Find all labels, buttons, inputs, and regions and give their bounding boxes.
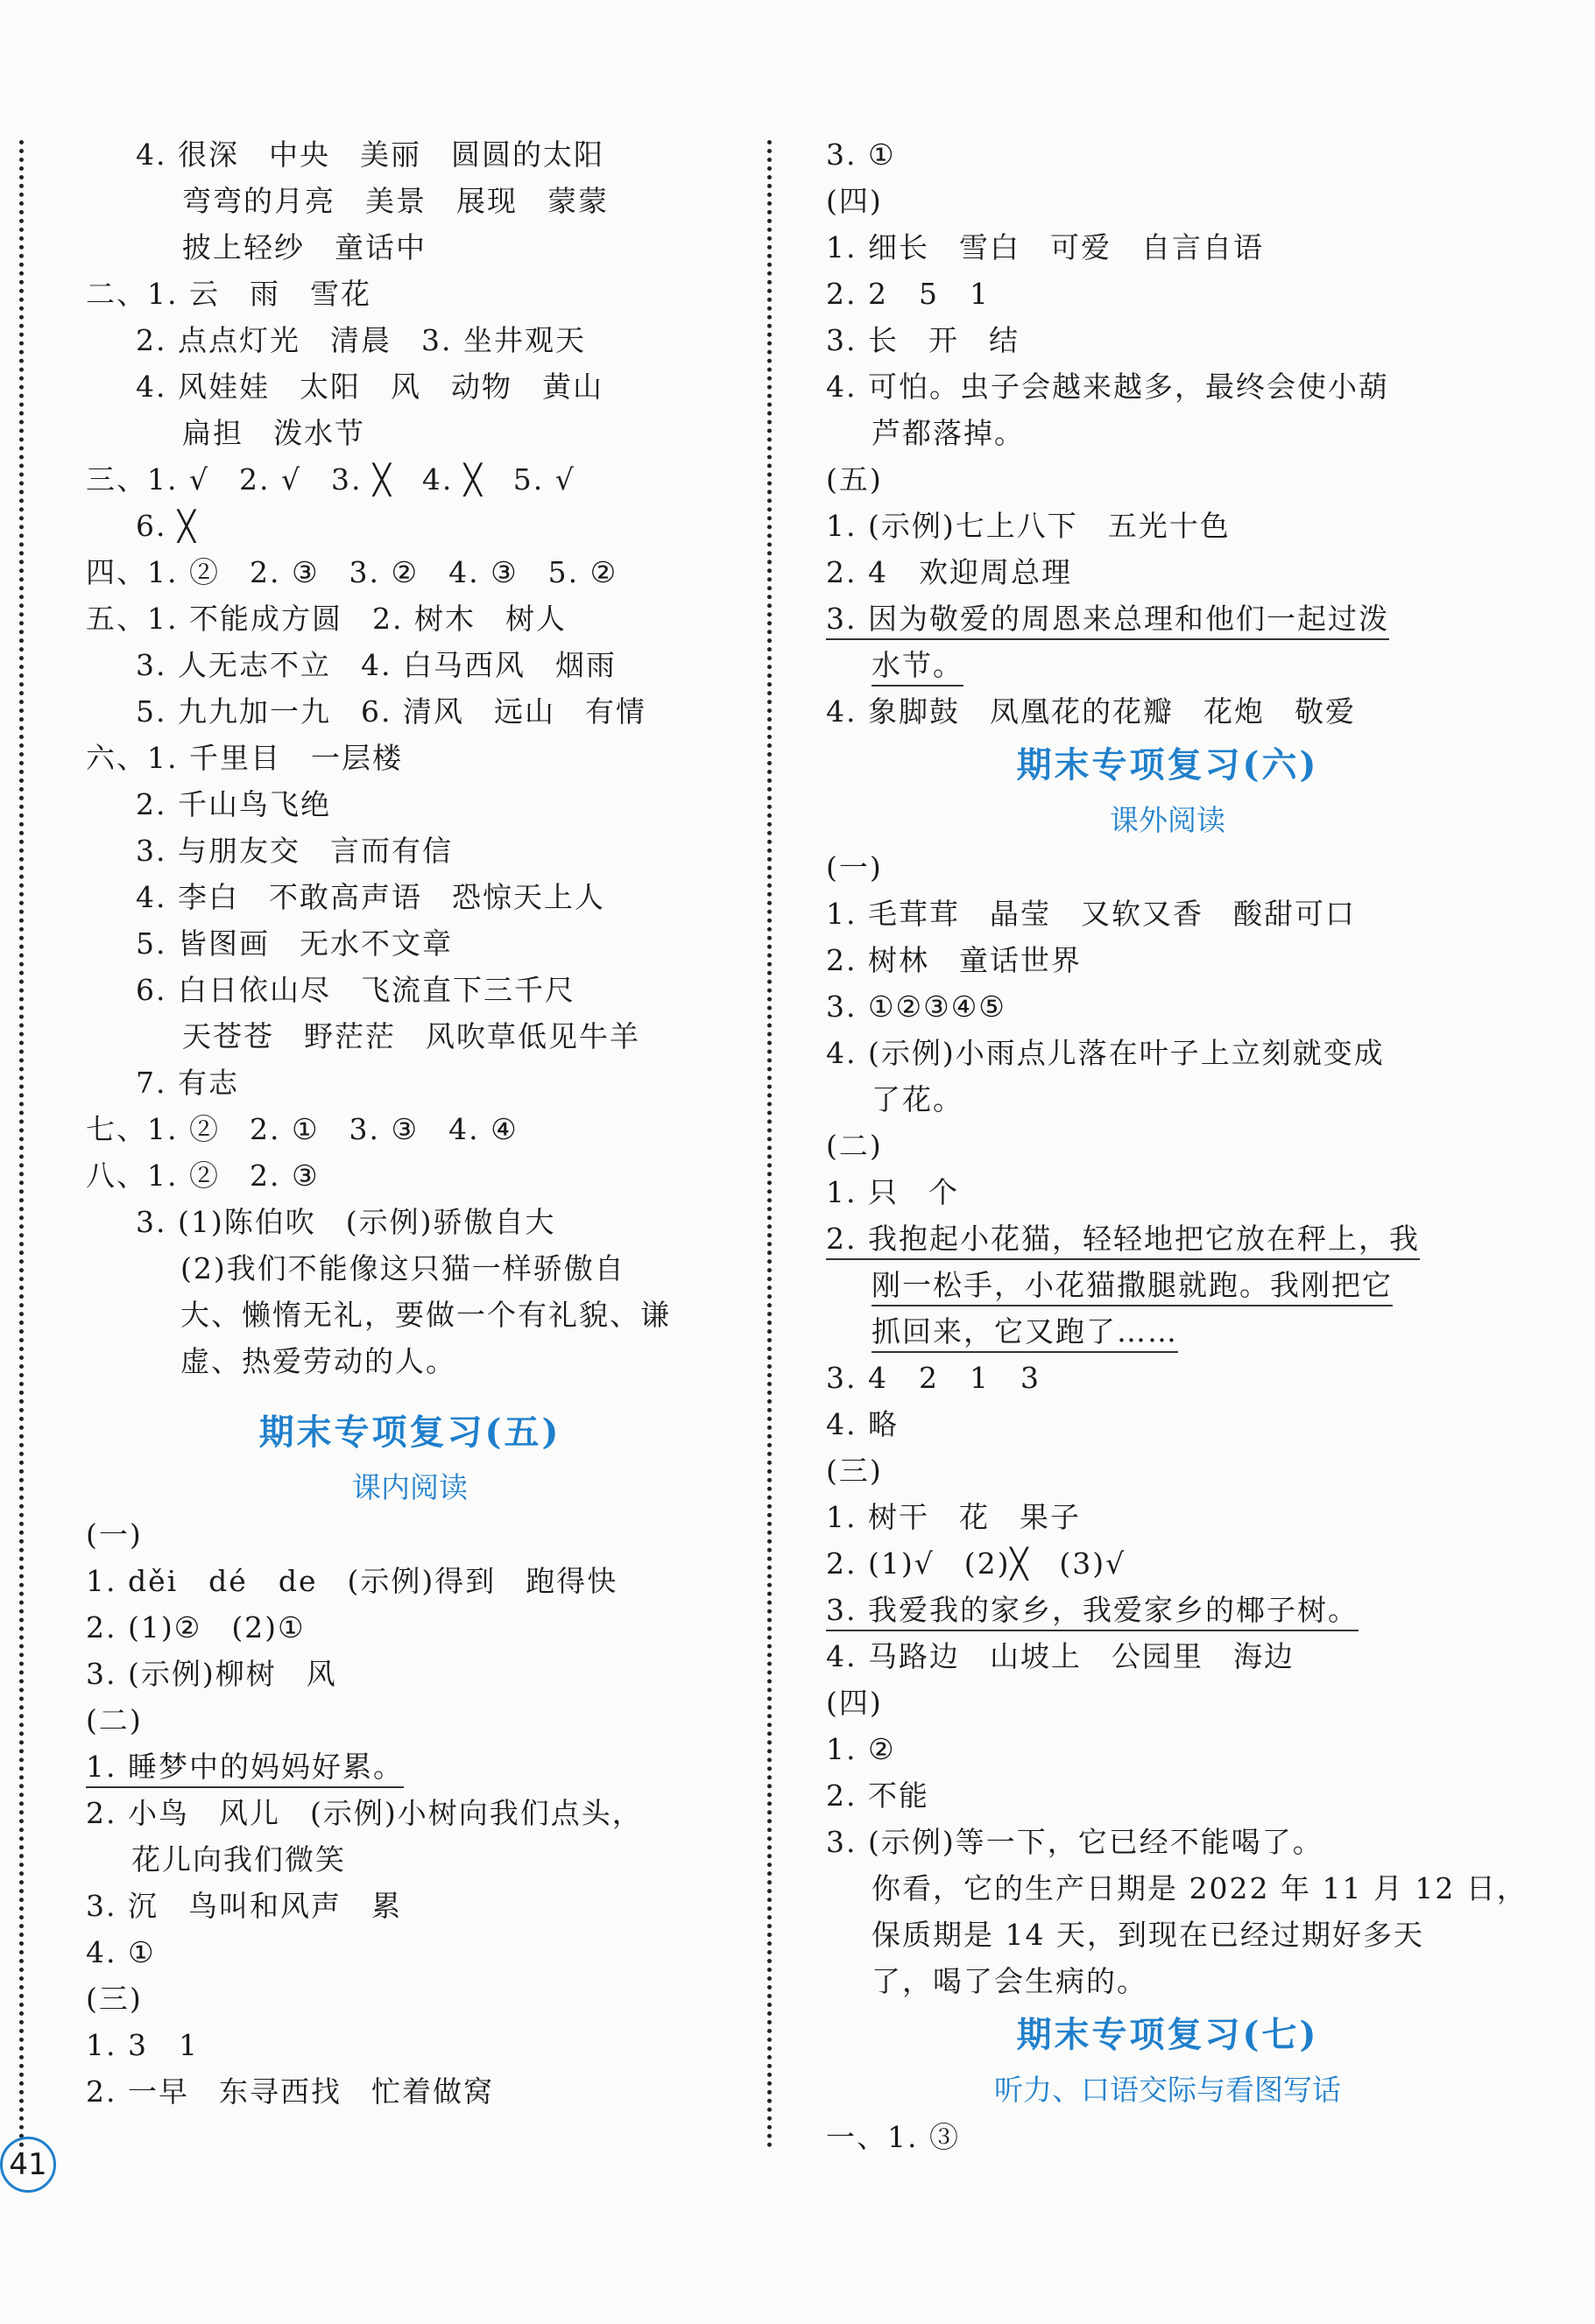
answer-item: 天苍苍 — [182, 1019, 274, 1053]
section-subtitle-5: 课内阅读 — [352, 1470, 468, 1504]
answer-item: 美丽 — [359, 137, 421, 172]
underlined-answer: 刚一松手，小花猫撒腿就跑。我刚把它 — [872, 1268, 1393, 1306]
answer-item: 4. 很深 — [136, 137, 239, 172]
answer-line — [826, 891, 1509, 937]
answer-line — [86, 410, 734, 456]
answer-line — [826, 1633, 1509, 1680]
answer-item: 扁担 — [182, 416, 243, 450]
answer-line — [86, 1651, 734, 1697]
answer-item: 恐惊天上人 — [451, 880, 605, 914]
answer-line — [826, 1215, 1509, 1262]
answer-item: (一) — [86, 1518, 143, 1552]
answer-line — [826, 1540, 1509, 1587]
answer-item: 6. 白日依山尽 — [136, 973, 331, 1007]
answer-item: 鸟叫和风声 — [187, 1889, 342, 1923]
underlined-answer: 水节。 — [872, 648, 963, 687]
answer-item: 1. děi dé de — [86, 1564, 318, 1598]
answer-item: (四) — [826, 184, 883, 218]
answer-item: 2. 千山鸟飞绝 — [136, 787, 331, 821]
answer-line — [86, 1883, 734, 1929]
answer-line — [826, 1076, 1509, 1123]
answer-item: 2. ③ — [249, 1158, 320, 1193]
answer-item: 4. 风娃娃 — [136, 370, 270, 404]
answer-item: 4. ③ — [448, 555, 519, 589]
answer-line — [86, 317, 734, 363]
answer-line — [86, 549, 734, 595]
answer-item: 开 — [928, 323, 959, 357]
answer-item: 五、1. 不能成方圆 — [86, 602, 342, 636]
answer-line — [826, 1865, 1528, 1912]
answer-item: 3. 坐井观天 — [420, 323, 586, 357]
answer-item: 披上轻纱 — [182, 230, 305, 264]
answer-line — [86, 1245, 734, 1292]
answer-item: 3. (示例)等一下，它已经不能喝了。 — [826, 1825, 1323, 1859]
answer-item: 4. ╳ — [421, 462, 483, 496]
answer-line — [826, 1726, 1509, 1772]
answer-line — [86, 735, 734, 781]
answer-item: 4. 可怕。虫子会越来越多，最终会使小葫 — [826, 370, 1389, 404]
answer-line — [826, 2114, 1509, 2160]
section-subtitle-7: 听力、口语交际与看图写话 — [994, 2073, 1341, 2107]
answer-item: 3. 人无志不立 — [136, 648, 331, 682]
answer-item: 花炮 — [1203, 694, 1265, 729]
answer-line — [826, 688, 1509, 735]
answer-line — [86, 688, 734, 735]
answer-item: 一层楼 — [310, 741, 403, 775]
answer-item: 2. 4 欢迎周总理 — [826, 555, 1072, 589]
answer-line — [86, 827, 734, 874]
answer-item: 4. ④ — [448, 1112, 519, 1146]
answer-line — [826, 1169, 1509, 1215]
answer-item: 自言自语 — [1140, 230, 1264, 264]
section-5-answers — [86, 1511, 734, 2115]
answer-item: 言而有信 — [329, 834, 453, 868]
answer-item: 2. 点点灯光 — [136, 323, 300, 357]
answer-item: 美景 — [365, 184, 427, 218]
answer-item: 又软又香 — [1080, 897, 1203, 931]
answer-item: 2. 树木 — [371, 602, 476, 636]
answer-line — [826, 224, 1509, 271]
answer-item: 3. 长 — [826, 323, 899, 357]
answer-item: 泼水节 — [273, 416, 365, 450]
answer-item: 展现 — [456, 184, 518, 218]
answer-line — [86, 781, 734, 827]
answer-line — [826, 1308, 1509, 1355]
answer-item: 虚、热爱劳动的人。 — [180, 1344, 456, 1378]
underlined-answer: 1. 睡梦中的妈妈好累。 — [86, 1750, 404, 1788]
answer-item: (示例)骄傲自大 — [345, 1205, 556, 1239]
answer-item: 风吹草低见牛羊 — [426, 1019, 640, 1053]
answer-line — [826, 363, 1509, 410]
answer-line — [826, 271, 1509, 317]
answer-line — [86, 224, 734, 271]
answer-item: (四) — [826, 1686, 883, 1720]
answer-line — [86, 1929, 734, 1975]
left-dotted-binding-line — [19, 140, 24, 2149]
answer-item: 可爱 — [1049, 230, 1112, 264]
answer-line — [826, 937, 1509, 983]
answer-item: 童话中 — [335, 230, 427, 264]
answer-line — [86, 503, 734, 549]
answer-line — [826, 844, 1509, 891]
answer-item: 3. ①②③④⑤ — [826, 989, 1006, 1024]
answer-line — [826, 1958, 1509, 2004]
answer-item: 1. (示例)七上八下 — [826, 509, 1078, 543]
answer-item: 2. 树林 — [826, 943, 929, 977]
answer-item: 个 — [928, 1175, 959, 1209]
answer-item: 黄山 — [541, 370, 603, 404]
answer-item: 果子 — [1019, 1500, 1081, 1534]
answer-item: 花儿向我们微笑 — [131, 1842, 346, 1877]
answer-item: 2. (1)② — [86, 1610, 202, 1644]
answer-item: 跑得快 — [526, 1564, 618, 1598]
answer-item: 无水不文章 — [299, 926, 453, 961]
answer-line — [826, 1030, 1509, 1076]
answer-line — [86, 1975, 734, 2022]
left-column — [86, 131, 734, 2115]
answer-item: 四、1. ② — [86, 555, 220, 589]
answer-line — [826, 456, 1509, 503]
answer-item: 累 — [371, 1889, 402, 1923]
answer-item: 烟雨 — [554, 648, 617, 682]
left-answer-list — [86, 131, 734, 1384]
answer-line — [86, 1790, 734, 1836]
answer-item: 2. (1)√ — [826, 1546, 935, 1581]
answer-item: 1. 树干 — [826, 1500, 929, 1534]
answer-line — [826, 1494, 1509, 1540]
answer-item: 了，喝了会生病的。 — [872, 1964, 1147, 1998]
page-number: 41 — [0, 2137, 56, 2193]
answer-item: 3. ③ — [349, 1112, 420, 1146]
underlined-answer: 3. 我爱我的家乡，我爱家乡的椰子树。 — [826, 1593, 1359, 1631]
answer-item: (2)我们不能像这只猫一样骄傲自 — [180, 1251, 625, 1285]
answer-item: 弯弯的月亮 — [182, 184, 335, 218]
answer-item: 1. 细长 — [826, 230, 929, 264]
answer-item: (示例)得到 — [347, 1564, 497, 1598]
answer-line — [826, 1772, 1509, 1819]
answer-item: (2)╳ — [963, 1546, 1030, 1581]
answer-item: 5. ② — [547, 555, 618, 589]
section-7-answers — [826, 2114, 1509, 2160]
answer-item: 3. ╳ — [331, 462, 392, 496]
answer-item: (三) — [86, 1982, 143, 2016]
underlined-answer: 抓回来，它又跑了…… — [872, 1314, 1178, 1353]
answer-item: 动物 — [450, 370, 512, 404]
answer-line — [86, 1743, 734, 1790]
answer-line — [86, 1292, 734, 1338]
answer-item: 2. ① — [249, 1112, 320, 1146]
answer-item: 公园里 — [1111, 1639, 1203, 1673]
answer-line — [86, 1836, 734, 1883]
answer-item: 3. (1)陈伯吹 — [136, 1205, 316, 1239]
answer-item: 大、懒惰无礼，要做一个有礼貌、谦 — [180, 1298, 671, 1332]
answer-line — [86, 1060, 734, 1106]
answer-item: 4. 象脚鼓 — [826, 694, 960, 729]
answer-item: 七、1. ② — [86, 1112, 220, 1146]
section-title-7: 期末专项复习(七) — [1016, 2014, 1319, 2055]
answer-item: 中央 — [268, 137, 330, 172]
answer-item: 海边 — [1232, 1639, 1295, 1673]
answer-item: 雪白 — [958, 230, 1020, 264]
answer-item: 忙着做窝 — [371, 2074, 494, 2109]
answer-line — [86, 1199, 734, 1245]
answer-line — [826, 1355, 1509, 1401]
answer-item: 五光十色 — [1107, 509, 1231, 543]
center-dotted-divider — [767, 140, 772, 2149]
answer-item: 1. 3 1 — [86, 2028, 199, 2062]
answer-line — [86, 1604, 734, 1651]
right-column — [826, 131, 1528, 2160]
answer-line — [86, 178, 734, 224]
answer-line — [826, 1123, 1509, 1169]
answer-line — [86, 2022, 734, 2068]
answer-item: 2. √ — [239, 462, 302, 496]
answer-item: (3)√ — [1059, 1546, 1126, 1581]
answer-item: 风 — [306, 1657, 337, 1691]
underlined-answer: 2. 我抱起小花猫，轻轻地把它放在秤上，我 — [826, 1222, 1420, 1260]
answer-item: 5. 皆图画 — [136, 926, 270, 961]
answer-item: 5. √ — [512, 462, 575, 496]
answer-item: (示例)小树向我们点头， — [309, 1796, 643, 1830]
answer-line — [826, 1587, 1509, 1633]
right-answer-list — [826, 131, 1509, 735]
answer-item: 飞流直下三千尺 — [360, 973, 575, 1007]
answer-item: 6. 清风 — [360, 694, 464, 729]
answer-line — [826, 1819, 1509, 1865]
answer-line — [86, 1338, 734, 1384]
answer-line — [86, 967, 734, 1013]
answer-item: 风 — [390, 370, 421, 404]
answer-item: (三) — [826, 1454, 883, 1488]
section-title-5: 期末专项复习(五) — [258, 1412, 561, 1453]
answer-item: 结 — [988, 323, 1020, 357]
answer-line — [86, 271, 734, 317]
answer-line — [826, 595, 1509, 642]
answer-item: 4. 李白 — [136, 880, 239, 914]
answer-line — [826, 178, 1509, 224]
answer-line — [86, 456, 734, 503]
answer-line — [86, 1697, 734, 1743]
answer-item: 4. 白马西风 — [360, 648, 526, 682]
answer-item: 太阳 — [299, 370, 361, 404]
section-6-answers — [826, 844, 1528, 2004]
answer-item: (五) — [826, 462, 883, 496]
answer-item: (一) — [826, 850, 883, 884]
answer-item: 3. ① — [826, 137, 896, 172]
answer-item: 远山 — [493, 694, 555, 729]
answer-line — [826, 503, 1509, 549]
answer-line — [826, 1912, 1509, 1958]
answer-line — [86, 131, 734, 178]
answer-item: 花 — [958, 1500, 990, 1534]
answer-line — [86, 595, 734, 642]
underlined-answer: 3. 因为敬爱的周恩来总理和他们一起过泼 — [826, 602, 1389, 640]
answer-item: 1. 只 — [826, 1175, 899, 1209]
answer-item: 保质期是 14 天，到现在已经过期好多天 — [872, 1918, 1424, 1952]
answer-line — [826, 983, 1509, 1030]
answer-line — [86, 1511, 734, 1558]
section-subtitle-6: 课外阅读 — [1110, 803, 1225, 837]
answer-item: (二) — [826, 1129, 883, 1163]
answer-item: 六、1. 千里目 — [86, 741, 281, 775]
answer-item: 圆圆的太阳 — [450, 137, 604, 172]
answer-item: 三、1. √ — [86, 462, 210, 496]
answer-item: 4. ① — [86, 1935, 156, 1969]
answer-item: 一、1. ③ — [826, 2120, 960, 2154]
answer-item: 5. 九九加一九 — [136, 694, 331, 729]
answer-item: 树人 — [505, 602, 567, 636]
answer-line — [826, 131, 1509, 178]
answer-item: 3. 4 2 1 3 — [826, 1361, 1041, 1395]
answer-item: 山坡上 — [989, 1639, 1082, 1673]
answer-line — [826, 1447, 1509, 1494]
answer-line — [826, 317, 1509, 363]
answer-line — [86, 642, 734, 688]
answer-item: 4. 马路边 — [826, 1639, 960, 1673]
answer-line — [86, 2068, 734, 2115]
answer-item: 风儿 — [218, 1796, 280, 1830]
answer-item: 你看，它的生产日期是 2022 年 11 月 12 日， — [872, 1871, 1528, 1905]
answer-item: 芦都落掉。 — [872, 416, 1025, 450]
answer-item: 2. 2 5 1 — [826, 277, 990, 311]
answer-item: (二) — [86, 1703, 143, 1737]
answer-item: 2. 不能 — [826, 1778, 929, 1813]
answer-line — [826, 1680, 1509, 1726]
answer-item: 2. 小鸟 — [86, 1796, 189, 1830]
answer-line — [86, 1558, 734, 1604]
answer-item: 3. 沉 — [86, 1889, 159, 1923]
answer-item: 童话世界 — [958, 943, 1082, 977]
answer-line — [86, 1152, 734, 1199]
answer-item: 有情 — [584, 694, 646, 729]
answer-item: 1. 毛茸茸 — [826, 897, 960, 931]
answer-line — [86, 920, 734, 967]
section-title-6: 期末专项复习(六) — [1016, 744, 1319, 785]
answer-item: 晶莹 — [989, 897, 1051, 931]
answer-line — [826, 549, 1509, 595]
answer-item: 蒙蒙 — [547, 184, 609, 218]
answer-line — [86, 1013, 734, 1060]
answer-item: 凤凰花的花瓣 — [989, 694, 1174, 729]
answer-item: 3. 与朋友交 — [136, 834, 300, 868]
answer-item: 酸甜可口 — [1232, 897, 1356, 931]
answer-item: 3. (示例)柳树 — [86, 1657, 277, 1691]
answer-item: 2. 一早 — [86, 2074, 189, 2109]
answer-line — [826, 410, 1509, 456]
answer-item: 3. ② — [349, 555, 420, 589]
answer-item: 八、1. ② — [86, 1158, 220, 1193]
answer-item: 6. ╳ — [136, 509, 197, 543]
answer-item: 了花。 — [872, 1082, 963, 1116]
answer-item: 7. 有志 — [136, 1066, 239, 1100]
answer-line — [86, 874, 734, 920]
answer-item: 雪花 — [309, 277, 371, 311]
answer-line — [826, 1262, 1509, 1308]
answer-item: 清晨 — [329, 323, 392, 357]
answer-item: (2)① — [231, 1610, 306, 1644]
answer-line — [826, 642, 1509, 688]
answer-line — [86, 363, 734, 410]
answer-item: 野茫茫 — [304, 1019, 396, 1053]
answer-item: 不敢高声语 — [268, 880, 422, 914]
answer-item: 4. (示例)小雨点儿落在叶子上立刻就变成 — [826, 1036, 1385, 1070]
answer-item: 1. ② — [826, 1732, 896, 1766]
answer-item: 敬爱 — [1294, 694, 1356, 729]
answer-item: 雨 — [249, 277, 280, 311]
answer-item: 二、1. 云 — [86, 277, 220, 311]
answer-item: 东寻西找 — [218, 2074, 342, 2109]
answer-line — [826, 1401, 1509, 1447]
answer-item: 4. 略 — [826, 1407, 899, 1441]
answer-item: 2. ③ — [249, 555, 320, 589]
answer-line — [86, 1106, 734, 1152]
